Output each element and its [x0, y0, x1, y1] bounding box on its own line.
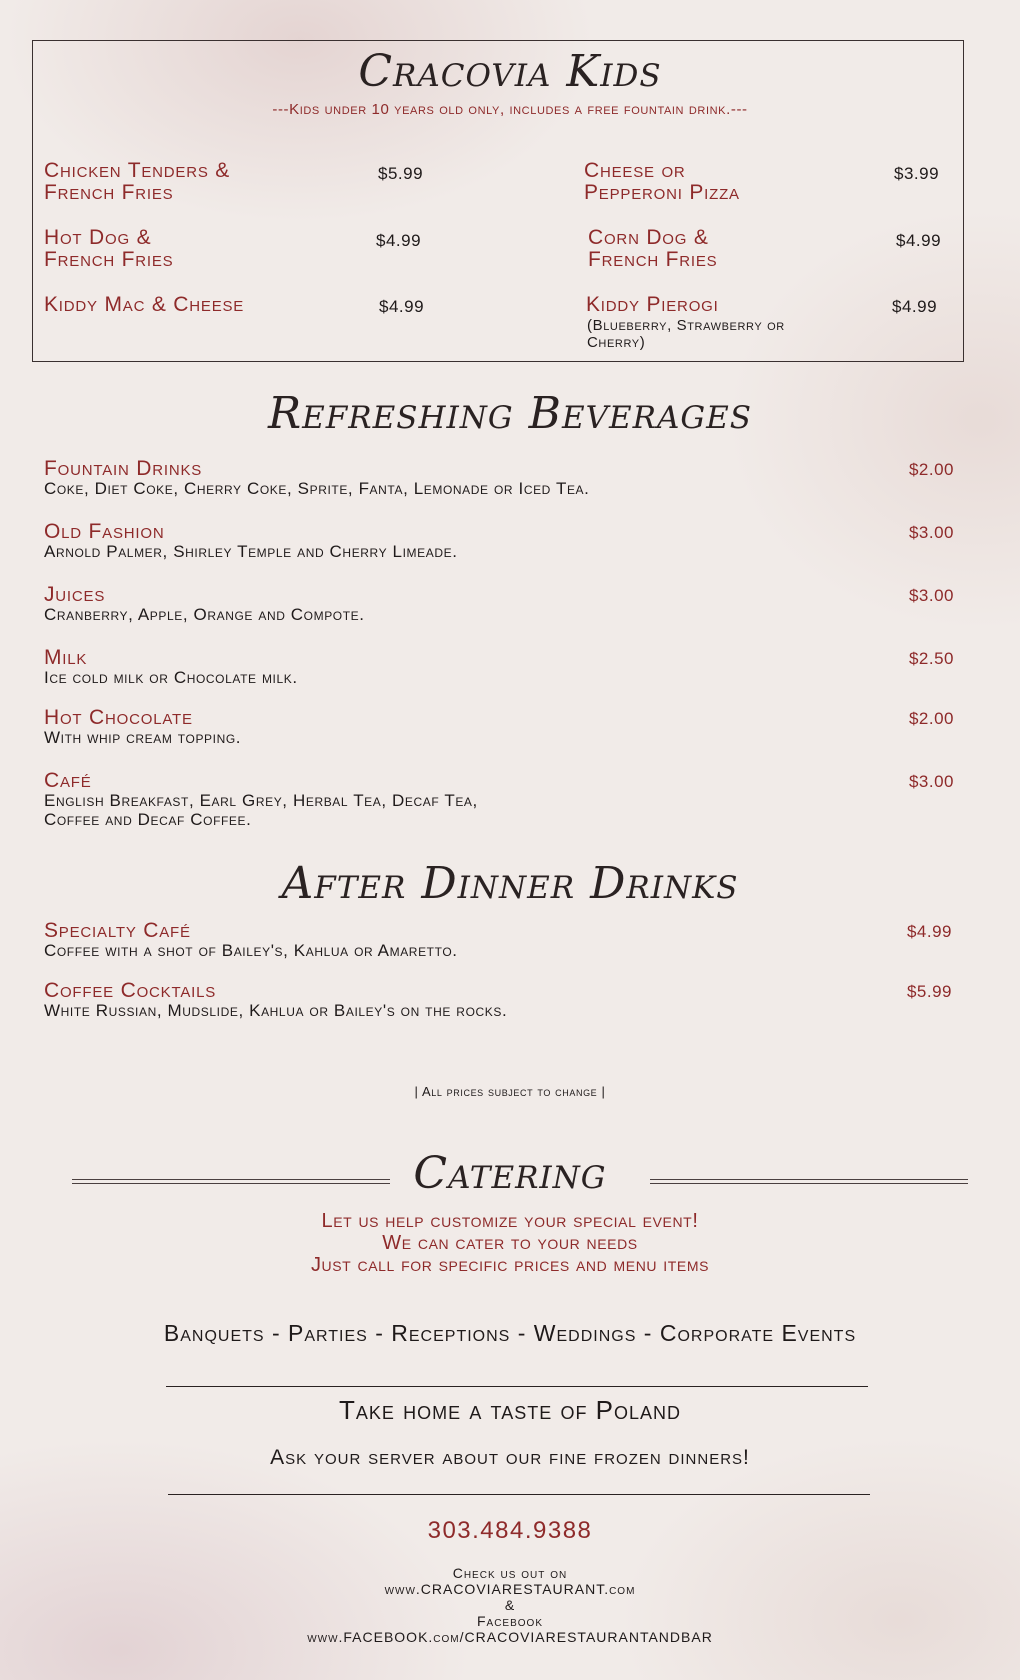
catering-line: Let us help customize your special event!	[321, 1210, 699, 1232]
take-home-title: Take home a taste of Poland	[338, 1395, 682, 1425]
kids-price-pizza: $3.99	[894, 164, 940, 183]
footer	[0, 1565, 1020, 1645]
catering-line: We can cater to your needs	[382, 1232, 638, 1254]
kids-price-hot-dog: $4.99	[376, 231, 422, 250]
bev-old-fashion-price: $3.00	[908, 523, 954, 542]
bev-cafe-price: $3.00	[908, 772, 954, 791]
take-home-rule-bottom	[168, 1494, 870, 1495]
phone-number: 303.484.9388	[427, 1517, 593, 1544]
footer-line: Facebook	[476, 1613, 543, 1629]
kids-subtitle: ---Kids under 10 years old only, includes a free fountain drink.---	[272, 101, 748, 118]
bev-juices-name: Juices	[44, 583, 106, 606]
item-name-line: Hot Dog &	[44, 226, 152, 249]
kids-item-mac-cheese: Kiddy Mac & Cheese	[44, 293, 245, 316]
catering-line: Just call for specific prices and menu items	[310, 1254, 710, 1276]
after-dinner-title: After Dinner Drinks	[281, 858, 739, 909]
after-specialty-cafe-price: $4.99	[906, 922, 952, 941]
take-home-rule-top	[166, 1386, 868, 1387]
bev-cafe-desc	[44, 791, 478, 829]
item-name-line: French Fries	[44, 181, 174, 204]
footer-line: Check us out on	[452, 1565, 568, 1581]
take-home-subtitle: Ask your server about our fine frozen dinners!	[270, 1446, 750, 1469]
desc-line: Cherry)	[587, 334, 646, 351]
kids-item-chicken-tenders	[44, 160, 230, 204]
after-coffee-cocktails-desc: White Russian, Mudslide, Kahlua or Bailey's on the rocks.	[44, 1001, 508, 1020]
bev-hot-chocolate-price: $2.00	[908, 709, 954, 728]
after-coffee-cocktails-price: $5.99	[906, 982, 952, 1001]
item-name-line: Cheese or	[584, 159, 686, 182]
item-name-line: French Fries	[588, 248, 718, 271]
facebook-link[interactable]: www.FACEBOOK.com/CRACOVIARESTAURANTANDBAR	[307, 1629, 713, 1645]
bev-old-fashion-name: Old Fashion	[44, 520, 165, 543]
kids-item-corn-dog	[588, 227, 717, 271]
website-link[interactable]: www.CRACOVIARESTAURANT.com	[384, 1581, 636, 1597]
catering-events: Banquets - Parties - Receptions - Weddings - Corporate Events	[163, 1320, 857, 1346]
item-name-line: Pepperoni Pizza	[584, 181, 740, 204]
beverages-title: Refreshing Beverages	[268, 388, 752, 439]
after-specialty-cafe-desc: Coffee with a shot of Bailey's, Kahlua or Amaretto.	[44, 941, 458, 960]
desc-line: English Breakfast, Earl Grey, Herbal Tea, Decaf Tea,	[44, 791, 478, 810]
desc-line: (Blueberry, Strawberry or	[587, 317, 785, 334]
bev-hot-chocolate-name: Hot Chocolate	[44, 706, 193, 729]
price-notice: | All prices subject to change |	[414, 1084, 606, 1099]
after-specialty-cafe-name: Specialty Café	[44, 919, 191, 942]
kids-item-hot-dog	[44, 227, 173, 271]
bev-juices-desc: Cranberry, Apple, Orange and Compote.	[44, 605, 365, 624]
kids-pierogi-flavors	[587, 317, 785, 351]
kids-price-mac-cheese: $4.99	[379, 297, 425, 316]
bev-milk-desc: Ice cold milk or Chocolate milk.	[44, 668, 298, 687]
bev-cafe-name: Café	[44, 769, 92, 792]
footer-line: &	[504, 1597, 516, 1613]
item-name-line: Chicken Tenders &	[44, 159, 231, 182]
bev-fountain-drinks-price: $2.00	[908, 460, 954, 479]
kids-price-chicken-tenders: $5.99	[378, 164, 424, 183]
kids-item-pizza	[584, 160, 740, 204]
desc-line: Coffee and Decaf Coffee.	[44, 810, 252, 829]
item-name-line: Corn Dog &	[588, 226, 709, 249]
kids-price-pierogi: $4.99	[892, 297, 938, 316]
item-name-line: French Fries	[44, 248, 174, 271]
bev-old-fashion-desc: Arnold Palmer, Shirley Temple and Cherry Limeade.	[44, 542, 458, 561]
kids-item-pierogi: Kiddy Pierogi	[586, 293, 719, 316]
bev-fountain-drinks-desc: Coke, Diet Coke, Cherry Coke, Sprite, Fanta, Lemonade or Iced Tea.	[44, 479, 590, 498]
bev-milk-name: Milk	[44, 646, 88, 669]
kids-price-corn-dog: $4.99	[896, 231, 942, 250]
catering-lines	[0, 1210, 1020, 1276]
kids-title: Cracovia Kids	[358, 46, 662, 97]
bev-milk-price: $2.50	[908, 649, 954, 668]
bev-juices-price: $3.00	[908, 586, 954, 605]
catering-title: Catering	[413, 1148, 607, 1199]
bev-hot-chocolate-desc: With whip cream topping.	[44, 728, 242, 747]
bev-fountain-drinks-name: Fountain Drinks	[44, 457, 203, 480]
after-coffee-cocktails-name: Coffee Cocktails	[44, 979, 217, 1002]
